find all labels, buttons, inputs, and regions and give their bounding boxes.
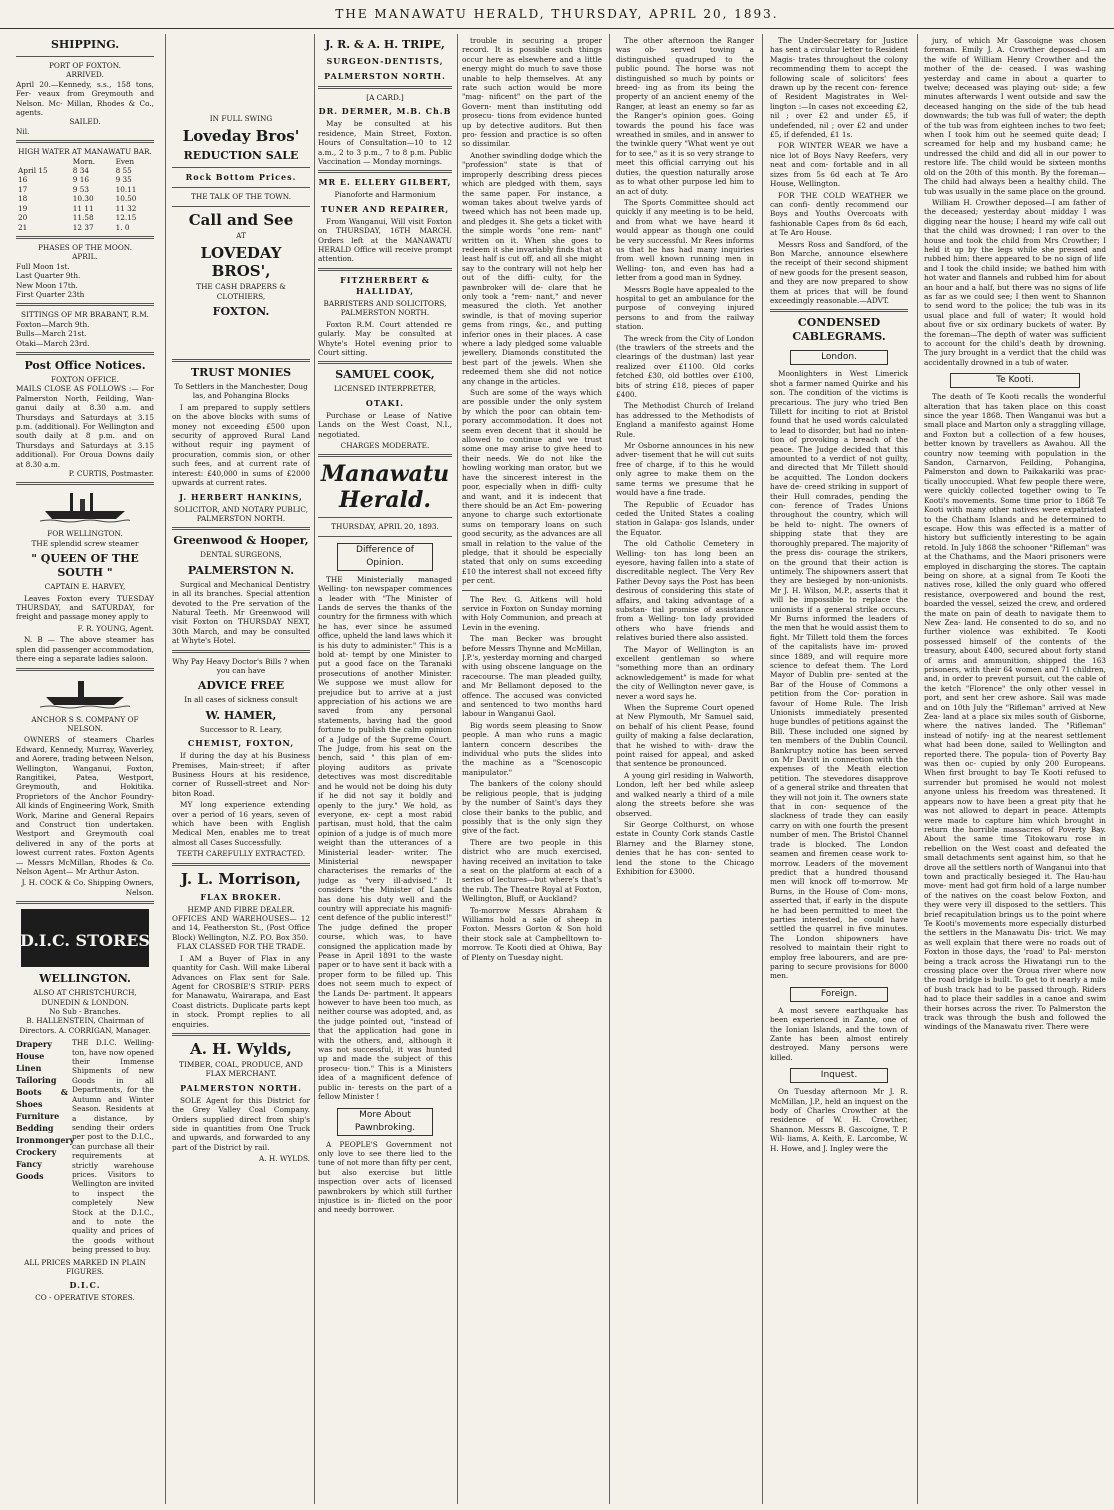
steamer-name: " QUEEN OF THE SOUTH " [31, 552, 139, 580]
morrison-text: I AM a Buyer of Flax in any quantity for Cash. Will make Liberal Advances on Flax sent for Sale. Agent for CROSBIE'S STRIP- PERS for Manawatu, Wairarapa, and East Coast districts. Duplicate parts kept in stock. Prompt replies to all enquiries. [172, 953, 310, 1029]
inquest-text: On Tuesday afternoon Mr J. R. McMillan, J.P., held an inquest on the body of Charles Crowther at the residence of W. H. Crowther, Shannon. Messrs B. Gascoigne, T. P. Wil- liams, A. Keith, E. Larcombe, W. H. Howe, and J. Ingley were the [770, 1087, 908, 1153]
sittings-title: SITTINGS OF MR BRABANT, R.M. [21, 310, 149, 320]
divider [16, 482, 154, 485]
palmerston-n: PALMERSTON N. [187, 563, 295, 577]
table-row: 17 9 53 10.11 [18, 184, 137, 194]
list-item: Boots & Shoes [16, 1087, 68, 1110]
wylds-text: SOLE Agent for this District for the Grey Valley Coal Company. Orders supplied direct from ship's side in quantities from One Truck and upwards, and forwarded to any part of the District by rail. [172, 1095, 310, 1152]
morrison-heading: J. L. Morrison, [180, 869, 302, 888]
divider [172, 863, 310, 866]
dic-city: WELLINGTON. [39, 972, 131, 986]
foreign-title: Foreign. [790, 987, 889, 1002]
list-item: Bedding [16, 1123, 54, 1134]
news-item: Messrs Bogle have appealed to the hospital to get an ambulance for the purpose of conveying injured persons to and from the railway station. [616, 284, 754, 332]
hamer-sub: Successor to R. Leary, [199, 724, 283, 734]
hamer-name: W. HAMER, [205, 708, 277, 722]
post-office-title: Post Office Notices. [24, 358, 146, 372]
london-title: London. [790, 350, 889, 365]
divider [318, 536, 452, 537]
chemist-label: CHEMIST, FOXTON, [187, 738, 295, 749]
list-item: Tailoring [16, 1075, 57, 1086]
arrived-text: April 20.—Kennedy, s.s., 158 tons, Fer- veaux from Greymouth and Nelson. Mc- Millan, Rhodes & Co., agents. [16, 79, 154, 118]
divider [318, 268, 452, 271]
news-item: Mr Osborne announces in his new adver- tisement that he will cut suits free of charge, if to this he would only agree to make them on the same terms we presume that he would have a fine trade. [616, 441, 754, 498]
inquest-title: Inquest. [790, 1068, 889, 1083]
arrived-label: ARRIVED. [66, 70, 104, 80]
card-label: [A CARD.] [366, 93, 404, 102]
te-kooti-text: The death of Te Kooti recalls the wonderful alteration that has taken place on this coast since the year 1868. Then Wanganui was but a small place and Marton only a straggling village, and Foxton but a collection of a few houses, better known by travellers as Awahou. All the country now teeming with population in the Sandon, Carnarvon, Feilding, Pohangina, Palmerston and down to Paikakariki was prac- tically unoccupied. What few people there were, were quickly collected together owing to Te Kooti's movements. Some time prior to 1868 Te Kooti with many other natives were expatriated to the Chatham Islands and he determined to escape. How this was effected is a matter of history but sufficiently interesting to be again retold. In July 1868 the schooner "Rifleman" was at the Chathams, and the Maori prisoners were employed in discharging the stores. The captain being on shore, at a signal from Te Kooti the natives rose, killed the only guard who offered resistance, overpowered and bound the rest, boarded the vessel, seized the crew, and ordered the mate on pain of death to navigate them to New Zea- land. He consented to do so, and no further violence was exhibited. Te Kooti possessed himself of the contents of the treasury, about £400, secured about forty stand of arms and ammunition, shipped the 163 prisoners, with their 64 women and 71 children, and, in order to prevent pursuit, cut the cable of the ketch "Florence" the only other vessel in port, and sent her crew ashore. Sail was made and on 10th July the "Rifleman" arrived at New Zea- land at a place six miles south of Gisborne, where the natives landed. The "Rifleman" instead of notify- ing at the nearest settlement what had been done, sailed to Wellington and reported there. The popula- tion of Poverty Bay was then oc- cupied by only 200 Europeans. When first brought to bay Te Kooti refused to surrender but promised he would not molest anyone unless his freedom was threatened. It appears now to have been a great pity that he was not allowed to depart in peace. Attempts were made to capture him which brought in return the horrible massacres of Poverty Bay. About the same time Titokowaru rose in rebellion on the West coast and defeated the small detachments sent against him, so that he drove all the settlers north of Wanganui into that town and practically besieged it. The Hau-hau move- ment had got firm hold of a large number of the natives on the coast below Foxton, and they were very ill disposed to the settlers. This brief recapitulation brings us to the point where Te Kooti's movements more especially disturbed the settlers in the Manawatu Dis- trict. We may as well explain that there were no roads out of Foxton in those days, the 'road' to Pal- merston being a track across the Hiwatangi run to the crossing place over the Oroua river where now the road bridge is built. To get to it nearly a mile of bush track had to be passed through. Riders had to place their saddles in a canoe and swim their horses across the river. To Palmerston the track was through the bush and followed the windings of the Manawatu river. There were [924, 392, 1106, 1032]
trust-text: I am prepared to supply settlers on the above blocks with sums of money not exceeding £500 upon security of approved Rural Land without requir ing payment of procuration, commis sion, or other such fees, and at current rate of interest: £40,000 in sums of £2000 upwards at current rates. [172, 402, 310, 488]
sailed-label: SAILED. [69, 117, 101, 127]
news-item: The Sports Committee should act quickly if any meeting is to be held, and from what we have heard it would appear as though one could be very successful. Mr Rees informs us that he has had many inquiries from well known running men in Welling- ton, and even has had a letter from a good man in Sydney. [616, 197, 754, 283]
wylds-heading: A. H. Wylds, [190, 1039, 292, 1058]
news-item: To-morrow Messrs Abraham & Williams hold a sale of sheep in Foxton. Messrs Gorton & Son hold their stock sale at Campbelltown to-morrow. Te Kooti died at Ohiwa, Bay of Plenty on Tuesday night. [462, 905, 602, 962]
moon-line: First Quarter 23th [16, 289, 85, 299]
news-item: The other afternoon the Ranger was ob- served towing a distinguished quadruped to the public pound. The horse was not distinguished so much by points or breed- ing as from its being the property of an ancient enemy of the Ranger, at least an enemy so far as the Ranger's opinion goes. Going towards the pound his face was wreathed in smiles, and in answer to the twinkle query "What went ye out for to see," as it is so very strange to meet this official carrying out his duties, the question naturally arose as to what other purpose led him to an act of duty. [616, 36, 754, 196]
gilbert-text: From Wanganui, Will visit Foxton on THURSDAY, 16TH MARCH. Orders left at the MANAWATU HERALD Office will receive prompt attention. [318, 216, 452, 264]
sittings-line: Foxton—March 9th. [16, 319, 90, 329]
loveday-heading: Loveday Bros' [182, 127, 300, 146]
news-item: The Mayor of Wellington is an excellent gentleman so where "something more than an ordinary acknowledgement" is made for what the city of Wellington never gave, is never a word says he. [616, 644, 754, 701]
cablegrams-text: Moonlighters in West Limerick shot a farmer named Quirke and his son. The condition of the victims is precarious. The jury who tried Ben Tillett for inciting to riot at Bristol found that he used words calculated to lead to disorder, but had no inten- tion of provoking a breach of the peace. The Judge decided that this amounted to a verdict of not guilty, and directed that Mr Tillett should be acquitted. The London dockers have de- creed striking in support of their Hull comrades, pending the con- ference of Trades Unions throughout the country, which will be held to- night. The owners of shipping state that they are thoroughly prepared. The majority of the press dis- courage the strikers, on the ground that their action is untimely. The shipowners assert that they are besieged by non-unionists. Mr J. H. Wilson, M.P., asserts that it will be impossible to replace the unionists if a general strike occurs. Mr Burns informed the leaders of the men that he would assist them to fight. Mr Tillett told them the forces of the capitalists have im- proved since 1889, and will require more science to defeat them. The Lord Mayor of Dublin pre- sented at the Bar of the House of Commons a petition from the Cor- poration in favour of Home Rule. The Irish Unionists immediately presented huge bundles of petitions against the Bill. These included one signed by ten members of the Dublin Council. Bankruptcy notice has been served on Mr Davitt in connection with the expenses of the Meath election petition. The stevedores disapprove of a general strike and threaten that they will not join it. The owners state that in con- sequence of the slackness of trade they can easily carry on with one fourth the present number of men. The Bristol Channel trade is blocked. The London seamen and firemen cease work to-morrow. Leaders of the movement predict that a hundred thousand men will knock off to-morrow. Mr Burns, in the House of Com- mons, asserted that, if early in the dispute he had been permitted to meet the parties interested, he could have settled the quarrel in five minutes. The London shipowners have resolved to maintain their right to employ free labourers, and are pre- paring to secure provisions for 8000 men. [770, 369, 908, 981]
divider [16, 303, 154, 306]
talk-of-town: THE TALK OF THE TOWN. [190, 192, 292, 202]
teeth-extracted: TEETH CAREFULLY EXTRACTED. [176, 849, 306, 859]
opinion-title: Difference of Opinion. [337, 543, 433, 571]
trust-sub: To Settlers in the Manchester, Doug las, and Pohangina Blocks [174, 382, 308, 401]
column-rule [457, 34, 458, 1504]
news-item: When the Supreme Court opened at New Plymouth, Mr Samuel said, on behalf of his client Pease, found guilty of making a false declaration, that he wished to with- draw the point raised for appeal, and asked that sentence be pronounced. [616, 703, 754, 769]
divider [16, 140, 154, 143]
column-rule [314, 34, 315, 1504]
divider [172, 187, 310, 188]
divider [16, 668, 154, 671]
divider [16, 56, 154, 57]
dic-people: B. HALLENSTEIN, Chairman of Directors. A. CORRIGAN, Manager. [19, 1016, 151, 1035]
dic-stores-logo [20, 908, 150, 968]
foreign-text: A most severe earthquake has been experienced in Zante, one of the Ionian Islands, and the town of Zante has been almost entirely destroyed. Many persons were killed. [770, 1005, 908, 1062]
dental-surgeons: DENTAL SURGEONS, [200, 550, 282, 560]
timber-merchant: TIMBER, COAL, PRODUCE, AND FLAX MERCHANT. [179, 1059, 303, 1079]
issue-date: THURSDAY, APRIL 20, 1893. [331, 522, 439, 532]
advice-sub: In all cases of sickness consult [184, 695, 298, 705]
for-wellington-heading: FOR WELLINGTON. [47, 529, 123, 539]
column-7 [924, 34, 1106, 1504]
news-item: Sir George Colthurst, on whose estate in County Cork stands Castle Blarney and the Blarney stone, denies that he has con- sented to lend the stone to the Chicago Exhibition for £3000. [616, 819, 754, 876]
dic-logo-text: D.I.C. STORES [20, 931, 150, 951]
gilbert-heading: MR E. ELLERY GILBERT, [318, 177, 452, 188]
herald-masthead: Manawatu Herald. [320, 461, 450, 514]
reduction-sale: REDUCTION SALE [183, 149, 299, 163]
column-3 [318, 34, 452, 1504]
news-item: The Methodist Church of Ireland has addressed to the Methodists of England a manifesto against Home Rule. [616, 401, 754, 439]
news-item: The wreck from the City of London (the trawlers of the streets and the clearings of the dustman) last year realized over £1100. Old corks fetched £30, old bottles over £100, bits of string £18, pieces of paper £400. [616, 333, 754, 400]
port-heading: PORT OF FOXTON. [48, 61, 121, 70]
dic-footer-stores: CO - OPERATIVE STORES. [35, 1293, 135, 1303]
palmerston-north: PALMERSTON NORTH. [180, 1082, 302, 1093]
department-list [16, 1038, 75, 1254]
column-5 [616, 34, 754, 1504]
sailed-text: Nil. [16, 126, 30, 136]
dic-advert-body [16, 1038, 154, 1254]
divider [318, 361, 452, 364]
steamer-note: N. B — The above steamer has splen did passenger accommodation, there eing a separate ladies saloon. [16, 635, 154, 664]
list-item: Furniture [16, 1111, 60, 1122]
pawnbroking-title: More About Pawnbroking. [337, 1108, 433, 1136]
inquest-continued: jury, of which Mr Gascoigne was chosen foreman. Emily J. A. Crowther deposed—I am the wife of William Henry Crowther and the mother of the de- ceased. I was washing yesterday and came in about a quarter to twelve; deceased was playing out- side; a few minutes afterwards I went outside and saw the deceased hanging on the side of the tub head downwards; the tub was full of water; the depth of the tub was from eighteen inches to two feet; when I took him out he seemed quite dead; I screamed for help and my husband came; he undressed the child and did all in our power to restore life. The child would be sixteen months old on the 20th of this month. By the foreman—The child had always been a healthy child. The tub was usually in the same place on the ground. [924, 36, 1106, 196]
fitzherbert-text: Foxton R.M. Court attended re gularly. May be consulted at Whyte's Hotel evening prior to Court sitting. [318, 319, 452, 357]
anchor-text: OWNERS of steamers Charles Edward, Kennedy, Murray, Waverley, and Aorere, trading between Nelson, Wellington, Wanganui, Foxton, Rangitikei, Patea, Westport, Greymouth, and Hokitika. Proprietors of the Anchor Foundry- All kinds of Engineering Work, Smith Work, Marine and General Repairs and Construct tion undertaken. Westport and Greymouth coal delivered in any of the ports at lowest current rates. Foxton Agents— Messrs McMillan, Rhodes & Co. Nelson Agent— Mr Arthur Aston. [16, 735, 154, 876]
anchor-sign: J. H. COCK & Co. Shipping Owners, Nelson. [21, 878, 154, 897]
hamer-text-2: MY long experience extending over a period of 16 years, seven of which have been with English Medical Men, enables me to treat almost all Cases Successfully. [172, 800, 310, 847]
column-6 [770, 34, 908, 1504]
dermer-heading: DR. DERMER, M.B. Ch.B [318, 106, 452, 117]
divider [16, 352, 154, 355]
shipping-title: SHIPPING. [50, 38, 120, 51]
wylds-sign: A. H. WYLDS. [259, 1154, 310, 1164]
dermer-text: May be consulted at his residence, Main Street, Foxton. Hours of Consultation—10 to 12 a.m., 2 to 3 p.m., 7 to 8 p.m. Public Vaccination — Monday mornings. [318, 119, 452, 167]
news-item: The Under-Secretary for Justice has sent a circular letter to Resident Magis- trates throughout the colony recommending them to accept the following scale of solicitors' fees drawn up by the recent con- ference of Resident Magistrates in Wel- lington :—In cases not exceeding £2, nil ; over £2 and under £5, if undefended, nil ; over £2 and under £5, if defended, £1 1s. [770, 36, 908, 140]
divider [172, 359, 310, 362]
list-item: Drapery [16, 1039, 52, 1050]
hankins-name: J. HERBERT HANKINS, [179, 491, 303, 502]
moon-title: PHASES OF THE MOON. [37, 242, 133, 252]
divider [172, 1033, 310, 1036]
fitzherbert-heading: FITZHERBERT & HALLIDAY, [340, 274, 430, 296]
news-item: The Republic of Ecuador has ceded the United States a coaling station in Galapa- gos Islands, under the Equator. [616, 499, 754, 537]
trust-monies-title: TRUST MONIES [190, 366, 292, 380]
surgeon-dentists: SURGEON-DENTISTS, [326, 56, 444, 66]
news-item: The Rev. G. Aitkens will hold service in Foxton on Sunday morning with Holy Communion, and preach at Levin in the evening. [462, 594, 602, 632]
list-item: Ironmongery [16, 1135, 75, 1146]
loveday-bros: LOVEDAY BROS', [200, 244, 282, 281]
call-and-see: Call and See [188, 210, 294, 229]
advice-free: ADVICE FREE [197, 679, 285, 693]
steamer-body: Leaves Foxton every TUESDAY THURSDAY, and SATURDAY, for freight and passage money apply to [16, 593, 154, 622]
pawnbroking-text: A PEOPLE'S Government not only love to see there lied to the tune of not more than fifty per cent, but also exercise but little inspection over acts of licensed pawnbrokers by which still further injustice is in- flicted on the poor and needy borrower. [318, 1139, 452, 1215]
flax-classed: FLAX CLASSED FOR THE TRADE. [176, 942, 306, 952]
hemp-dealer: HEMP AND FIBRE DEALER. [187, 904, 295, 914]
morrison-address: OFFICES AND WAREHOUSES— 12 and 14, Featherston St., (Post Office Block) Wellington, N.Z. P.O. Box 350. [172, 914, 310, 942]
fitzherbert-place: PALMERSTON NORTH. [340, 308, 430, 318]
steamer-intro: THE splendid screw steamer [31, 538, 139, 548]
masthead-text: THE MANAWATU HERALD, THURSDAY, APRIL 20, 1893. [335, 7, 779, 21]
dental-text: Surgical and Mechanical Dentistry in all its branches. Special attention devoted to the Pre servation of the Natural Teeth. Mr Greenwood will visit Foxton on THURSDAY NEXT, 30th March, and may be consulted at Whyte's Hotel. [172, 579, 310, 646]
why-pay: Why Pay Heavy Doctor's Bills ? when you can have [172, 656, 310, 675]
cash-drapers: THE CASH DRAPERS & CLOTHIERS, [196, 282, 286, 301]
news-item: Big words seem pleasing to Snow people. A man who runs a magic lantern concern describes the individual who puts the slides into the machine as a "Scenoscopic manipulator." [462, 720, 602, 777]
divider [172, 650, 310, 653]
captain: CAPTAIN E. HARVEY, [44, 582, 126, 592]
masthead [0, 0, 1114, 29]
divider [318, 170, 452, 173]
steamer-agent: F. R. YOUNG, Agent. [77, 623, 154, 633]
news-item: Messrs Ross and Sandford, of the Bon Marche, announce elsewhere the receipt of their second shipment of new goods for the present season, and they are now prepared to show them at prices that will be found exceedingly reasonable.—ADVT. [770, 239, 908, 305]
charges-moderate: CHARGES MODERATE. [340, 440, 430, 450]
table-row: 19 11 11 11 32 [18, 203, 137, 213]
moon-line: Full Moon 1st. [16, 261, 70, 271]
divider [462, 590, 602, 591]
column-rule [165, 34, 166, 1504]
dic-text: THE D.I.C. Welling- ton, have now opened their Immense Shipments of new Goods in all Departments, for the Autumn and Winter Season. Residents at a distance, by sending their orders per post to the D.I.C., can purchase all their requirements at strictly warehouse prices. Visitors to Wellington are invited to inspect the completely New Stock at the D.I.C., and to note the quality and prices of the goods without being pressed to buy. [72, 1038, 154, 1255]
list-item: Crockery [16, 1147, 57, 1158]
list-item: Fancy Goods [16, 1159, 44, 1182]
table-row: 21 12 37 1. 0 [18, 222, 130, 232]
otaki-label: OTAKI. [365, 397, 405, 408]
table-row: 20 11.58 12.15 [18, 213, 137, 223]
cook-text: Purchase or Lease of Native Lands on the West Coast, N.I., negotiated. [318, 410, 452, 439]
article-paragraph: trouble in securing a proper record. It is possible such things occur here as elsewhere and a little energy might do much to save those unable to help themselves. At any rate such action would be more "mag- nificent" on the part of the Govern- ment than instituting odd prosecu- tions from evidence hunted up by detective auditors. But then pro- fession and practice is so often so dissimilar. [462, 36, 602, 149]
sittings-line: Bulls—March 21st. [16, 329, 87, 339]
hankins-sub: SOLICITOR, AND NOTARY PUBLIC, PALMERSTON NORTH. [173, 504, 309, 523]
cook-sub: LICENSED INTERPRETER, [333, 384, 437, 394]
column-1 [16, 34, 154, 1504]
divider [318, 517, 452, 518]
at-label: AT [236, 230, 246, 240]
sittings-line: Otaki—March 23rd. [16, 338, 90, 348]
foxton-label: FOXTON. [212, 305, 270, 319]
anchor-title: ANCHOR S S. COMPANY OF NELSON. [31, 714, 139, 733]
tide-table: Morn. Even April 15 8 34 8 55 16 9 16 9 35 17 9 53 10.11 18 10.30 10.50 19 11 11 11 32 20 11.58 12.15 21 12 37 1. 0 [16, 157, 154, 232]
dic-footer-name: D.I.C. [69, 1280, 101, 1291]
moon-month: APRIL. [72, 252, 98, 262]
rock-bottom: Rock Bottom Prices. [185, 172, 297, 183]
post-office-text: MAILS CLOSE AS FOLLOWS :— For Palmerston North, Feilding, Wan- ganui daily at 8.30 a.m. and Thursdays and Saturdays at 3.15 p.m. (additional). For Wellington and south daily at 8 p.m. and on Thursdays and Saturdays at 3.15 additional). For Oroua Downs daily at 8.30 a.m. [16, 384, 154, 469]
divider [16, 901, 154, 904]
column-rule [609, 34, 610, 1504]
post-office-sub: FOXTON OFFICE. [51, 374, 119, 384]
article-paragraph: Such are some of the ways which are possible under the only system by which the poor can obtain tem- porary accommodation. It does not seem even decent that it should be allowed to continue and we trust some one may arise to give heed to their needs. We do not like the howling working man orator, but we have the sincerest interest in the poor, especially when in diffi- culty and want, and it is indecent that there should be an Act Em- powering anyone to charge such extortionate sums on temporary loans on such good security, as the advances are all small in relation to the value of the pledge, that it should be especially stated that only on sums exceeding £10 the interest shall not exceed fifty per cent. [462, 388, 602, 586]
news-item: FOR WINTER WEAR we have a nice lot of Boys Navy Reefers, very neat and com- fortable and in all sizes from 5s 6d each at Te Aro House, Wellington. [770, 141, 908, 189]
post-office-sign: P. CURTIS, Postmaster. [68, 469, 154, 479]
full-swing: IN FULL SWING [209, 114, 273, 123]
dic-branches: No Sub - Branches. [49, 1007, 121, 1017]
inquest-continued: William H. Crowther deposed—I am father of the deceased; yesterday about midday I was digging near the house; I heard my wife call out that the child was drowned; I ran over to the house and took the child from Mrs Crowther; I held it up by the legs while she pressed and rubbed him; there appeared to be no sign of life and I took the child inside; we bathed him with hot water and flannels and rubbed him for about an hour and a half, but there was no signs of life as far as we could see; I then went to Shannon to send word to the police; the tub was in its usual place and full of water; It would hold about five or six ordinary buckets of water. By the foreman—The depth of water was sufficient to account for the child's death by drowning. The jury brought in a verdict that the child was accidentally drowned in a tub of water. [924, 197, 1106, 367]
divider [318, 86, 452, 89]
column-2 [172, 34, 310, 1504]
steamship-illustration [40, 489, 130, 525]
news-item: FOR THE COLD WEATHER we can confi- dently recommend our Boys and Youths Overcoats with fashionable Capes from 8s 6d each, at Te Aro House. [770, 190, 908, 238]
news-item: The old Catholic Cemetery in Welling- ton has long been an eyesore, having fallen into a state of discreditable neglect. The Very Rev Father Devoy says the Post has been desirous of considering this state of affairs, and taking advantage of a substan- tial promise of assistance from a Welling- ton lady provided others who have friends and relatives buried there also assisted. [616, 539, 754, 643]
moon-line: Last Quarter 9th. [16, 271, 81, 281]
column-rule [917, 34, 918, 1504]
news-item: The bankers of the colony should be religious people, that is judging by the number of Saint's days they close their banks to the public, and possibly that is the only sign they give of the fact. [462, 779, 602, 836]
te-kooti-title: Te Kooti. [950, 373, 1079, 388]
tripe-heading: J. R. & A. H. TRIPE, [325, 38, 445, 51]
news-item: There are two people in this district who are much exercised, having received an invitation to take a seat on the platform at each of a series of lectures—but where's that's the rub. The Theatre Royal at Foxton, Wellington, Bluff, or Auckland? [462, 837, 602, 904]
divider [172, 167, 310, 168]
news-item: A young girl residing in Walworth, London, left her bed while asleep and walked nearly a third of a mile along the streets before she was observed. [616, 770, 754, 818]
flax-broker: FLAX BROKER. [200, 891, 282, 902]
tuner-repairer: TUNER AND REPAIRER, [320, 203, 450, 214]
divider [172, 206, 310, 207]
dic-footer-prices: ALL PRICES MARKED IN PLAIN FIGURES. [24, 1257, 146, 1276]
palmerston-north: PALMERSTON NORTH. [324, 71, 446, 81]
divider [16, 236, 154, 239]
news-item: The man Becker was brought before Messrs Thynne and McMillan, J.P.'s, yesterday morning and charged with using obscene language on the racecourse. The man pleaded guilty, and Mr Bellamont deposed to the offence. The accused was convicted and sentenced to two months hard labour in Wanganui Gaol. [462, 634, 602, 719]
article-paragraph: Another swindling dodge which the "profession" state is that of improperly describing dress pieces which are pledged with them, says the same paper. For instance, a woman takes about twelve yards of tweed which has not been made up, and pledges it. She gets a ticket with the simple words "one rem- nant" written on it. When she goes to redeem it she invariably finds that at least half is cut off, and all she might say to the contrary will not help her out of the diffi- culty, for the pawnbroker will de- clare that he only took a "rem- nant," and never measured the cloth. Yet another swindle, is that of moving superior gems from rings, &c., and putting inferior ones in their places. A case where a lady pledged some valuable jewellery. Diamonds constituted the best part of the jewels. When she redeemed them she did not notice any change in the articles. [462, 150, 602, 386]
column-4 [462, 34, 602, 1504]
table-row: April 15 8 34 8 55 [18, 166, 132, 176]
column-rule [762, 34, 763, 1504]
gilbert-sub: Pianoforte and Harmonium [334, 190, 436, 200]
table-row: 18 10.30 10.50 [18, 194, 137, 204]
greenwood-heading: Greenwood & Hooper, [173, 534, 309, 548]
divider [318, 454, 452, 457]
tide-title: HIGH WATER AT MANAWATU BAR. [18, 147, 152, 157]
divider [172, 527, 310, 530]
dic-also: ALSO AT CHRISTCHURCH, DUNEDIN & LONDON. [33, 988, 137, 1007]
divider [770, 309, 908, 312]
table-row: 16 9 16 9 35 [18, 175, 132, 185]
list-item: House Linen [16, 1051, 45, 1074]
anchor-steamship-illustration [40, 675, 130, 711]
opinion-text: THE Ministerially managed Welling- ton newspaper commences a leader with "The Minister of Lands de serves the thanks of the country for the firmness with which he has, ever since he assumed office, upheld the land laws which it is his duty to administer." This is a bold at- tempt by one Minister to put a good face on the Taranaki prosecutions of another Minister. We suppose we must allow for prejudice but to arrive at a just appreciation of his actions we are saved from any personal statements, having had the good fortune to publish the calm opinion of a Judge of the Supreme Court. The Judge, from his seat on the bench, said " this plan of em- ploying auditors as private detectives was most discreditable and he would not be doing his duty if he did not say it boldly and openly to the jury." We hold, as everyone, ex- cept a most rabid partisan, must hold, that the calm opinion of a judge is of much more weight than the utterances of a Ministerial leader- writer. The Ministerial newspaper characterises the remarks of the judge as "very ill-advised." It considers "the Minister of Lands has done his duty well and the country will appreciate his magnifi- cent defence of the public interest!" The judge defined the proper course, which was, to have consigned the application made by Pease in April 1891 to the waste paper or to have sent it back with a proper form to be filled up. This does not seem much to expect of the Lands De- partment. It appears however to have been too much, as neither course was adopted, and, as the judge pointed out, "instead of that the application had gone in with the others, and, although it was not successful, it was hunted up and made the subject of this prosecu- tion." This is a Ministers idea of a magnificent defence of public in- terests on the part of a fellow Minister ! [318, 574, 452, 1102]
moon-line: New Moon 17th. [16, 280, 78, 290]
cook-heading: SAMUEL COOK, [335, 368, 435, 382]
cablegrams-title: CONDENSED CABLEGRAMS. [792, 316, 886, 344]
fitzherbert-sub: BARRISTERS AND SOLICITORS, [323, 298, 447, 308]
hamer-text: If during the day at his Business Premises, Main-street; if after Business Hours at his residence, corner of Russell-street and Nor- biton Road. [172, 751, 310, 798]
